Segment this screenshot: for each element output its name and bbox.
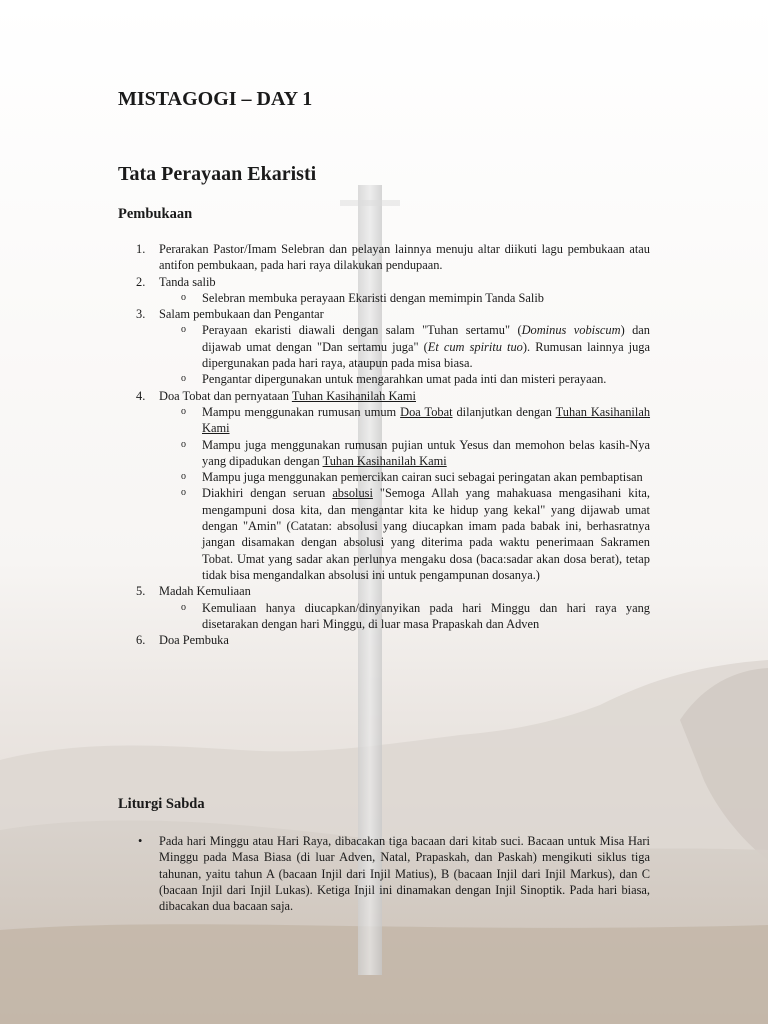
sub-list-item: [118, 485, 650, 583]
underlined-term: absolusi: [332, 486, 373, 501]
page-title: MISTAGOGI – DAY 1: [118, 88, 313, 110]
sub-list-item: [118, 469, 650, 485]
underlined-term: Tuhan Kasihanilah Kami: [291, 388, 416, 403]
sub-text-part: Diakhiri dengan seruan: [202, 486, 333, 501]
list-item-text: Tanda salib: [159, 274, 216, 289]
sub-bullet: o: [181, 324, 186, 336]
list-number: 6.: [136, 633, 146, 648]
list-item-text: Perarakan Pastor/Imam Selebran dan pelayan lainnya menuju altar diikuti lagu pembukaan atau antifon pembukaan, pada hari raya dilakukan pendupaan.: [159, 242, 650, 273]
list-item: [118, 632, 650, 648]
sub-bullet: o: [181, 471, 186, 483]
sub-bullet: o: [181, 405, 186, 417]
latin-phrase: Dominus vobiscum: [521, 323, 621, 338]
sub-text-part: Mampu juga menggunakan rumusan pujian untuk Yesus dan memohon belas kasih-Nya yang dipadukan dengan: [202, 437, 650, 468]
heading-liturgi-sabda: Liturgi Sabda: [118, 796, 205, 812]
underlined-term: Tuhan Kasihanilah Kami: [202, 404, 651, 436]
list-item-text: Doa Pembuka: [159, 633, 229, 648]
sub-text-part: "Semoga Allah yang mahakuasa mengasihani kita, mengampuni dosa kita, dan mengantar kita ke hidup yang kekal" yang dijawab umat dengan "Amin" (Catatan: absolusi yang diucapkan imam pada babak ini, berhasratnya jangan disamakan dengan absolusi yang diterima pada waktu penerimaan Sakramen Tobat. Umat yang sadar akan perlunya mengaku dosa (baca:sadar akan dosa berat), tetap tidak bisa mengandalkan absolusi ini untuk pengampunan dosanya.): [202, 486, 650, 582]
list-item-text: Madah Kemuliaan: [159, 584, 251, 599]
section-title: Tata Perayaan Ekaristi: [118, 163, 317, 185]
list-item-text: Pada hari Minggu atau Hari Raya, dibacakan tiga bacaan dari kitab suci. Bacaan untuk Misa Hari Minggu pada Masa Biasa (di luar Adven, Natal, Prapaskah, dan Paskah) mengikuti siklus tiga tahunan, yaitu tahun A (bacaan Injil dari Injil Matius), B (bacaan Injil dari Injil Markus), dan C (bacaan Injil dari Injil Lukas). Ketiga Injil ini dinamakan dengan Injil Sinoptik. Pada hari biasa, dibacakan dua bacaan saja.: [159, 834, 650, 914]
underlined-term: Tuhan Kasihanilah Kami: [322, 453, 447, 468]
list-number: 5.: [136, 584, 146, 599]
list-item: [118, 274, 650, 290]
sub-text-part: dilanjutkan dengan: [452, 404, 556, 419]
sub-bullet: o: [181, 601, 186, 613]
list-item: [118, 833, 650, 914]
list-number: 1.: [136, 242, 146, 256]
bullet: •: [138, 834, 143, 848]
sub-bullet: o: [181, 438, 186, 450]
sub-item-text: Selebran membuka perayaan Ekaristi dengan memimpin Tanda Salib: [202, 290, 544, 305]
sub-item-text: Pengantar dipergunakan untuk mengarahkan umat pada inti dan misteri perayaan.: [202, 372, 607, 387]
list-number: 4.: [136, 388, 146, 403]
sub-list-item: [118, 404, 650, 437]
sub-list-item: [118, 437, 650, 470]
list-item-text: Salam pembukaan dan Pengantar: [159, 307, 324, 322]
list-number: 3.: [136, 307, 146, 322]
sub-bullet: o: [181, 487, 186, 499]
sub-list-item: [118, 371, 650, 387]
list-item: [118, 388, 650, 404]
sub-text-part: Mampu menggunakan rumusan umum: [202, 404, 401, 419]
sub-item-text: Kemuliaan hanya diucapkan/dinyanyikan pada hari Minggu dan hari raya yang disetarakan dengan hari Minggu, di luar masa Prapaskah dan Adven: [202, 600, 650, 631]
liturgi-list: [118, 833, 650, 914]
sub-text-part: Perayaan ekaristi diawali dengan salam "Tuhan sertamu" (: [202, 323, 522, 338]
latin-phrase: Et cum spiritu tuo: [427, 339, 523, 354]
sub-text-part: ) dan dijawab umat dengan "Dan sertamu juga" (: [202, 323, 650, 354]
heading-pembukaan: Pembukaan: [118, 206, 193, 222]
list-item-text: Doa Tobat dan pernyataan: [159, 388, 292, 403]
list-item: [118, 306, 650, 322]
list-item: [118, 583, 650, 599]
sub-list-item: [118, 290, 650, 306]
sub-list-item: [118, 600, 650, 633]
sub-bullet: o: [181, 373, 186, 385]
underlined-term: Doa Tobat: [400, 404, 453, 419]
sub-bullet: o: [181, 291, 186, 303]
sub-list-item: [118, 322, 650, 371]
list-item: [118, 241, 650, 274]
sub-item-text: Mampu juga menggunakan pemercikan cairan suci sebagai peringatan akan pembaptisan: [202, 470, 643, 485]
list-number: 2.: [136, 274, 146, 289]
sub-text-part: ). Rumusan lainnya juga dipergunakan pada hari raya, ataupun pada misa biasa.: [202, 339, 650, 371]
pembukaan-list: [118, 241, 650, 648]
